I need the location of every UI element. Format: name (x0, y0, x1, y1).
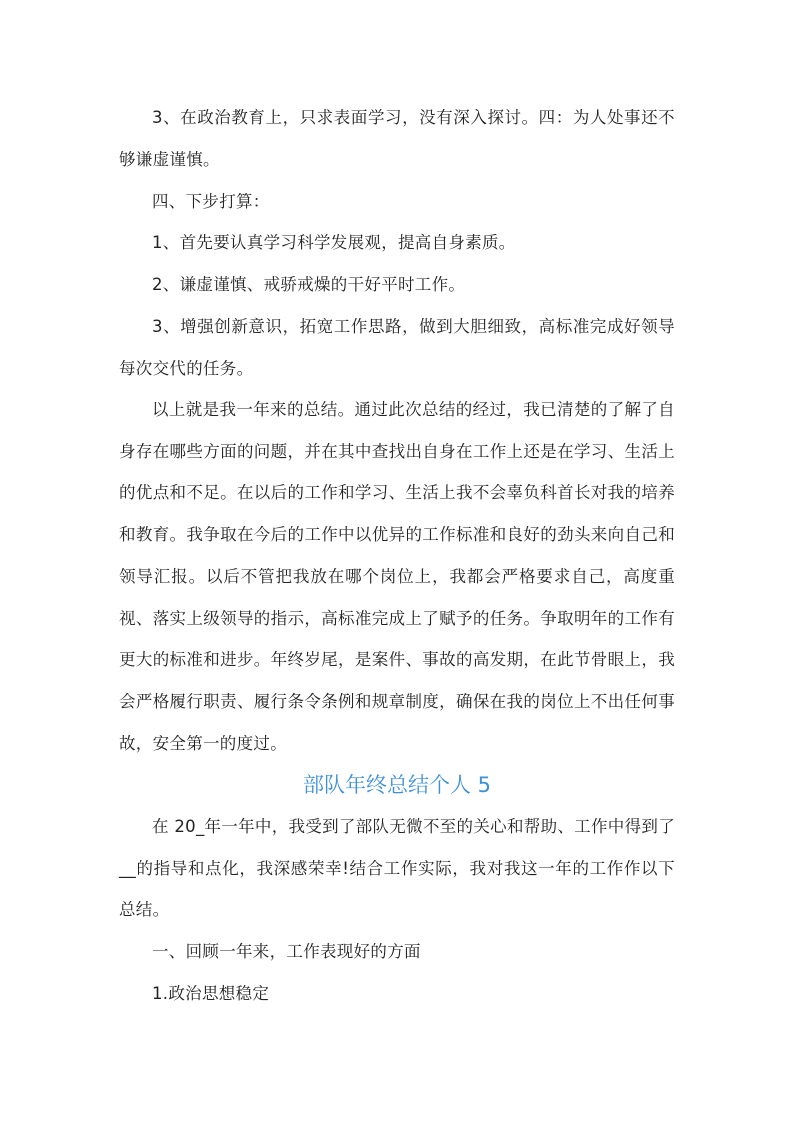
paragraph-intro: 在 20_年一年中，我受到了部队无微不至的关心和帮助、工作中得到了__的指导和点化，我深感荣幸!结合工作实际，我对我这一年的工作作以下总结。 (119, 817, 675, 920)
paragraph-plan-item-3: 3、增强创新意识，拓宽工作思路，做到大胆细致，高标准完成好领导每次交代的任务。 (119, 317, 675, 378)
paragraph-summary: 以上就是我一年来的总结。通过此次总结的经过，我已清楚的了解了自身存在哪些方面的问题，并在其中查找出自身在工作上还是在学习、生活上的优点和不足。在以后的工作和学习、生活上我不会辜负科首长对我的培养和教育。我争取在今后的工作中以优异的工作标准和良好的劲头来向自己和领导汇报。以后不管把我放在哪个岗位上，我都会严格要求自己，高度重视、落实上级领导的指示，高标准完成上了赋予的任务。争取明年的工作有更大的标准和进步。年终岁尾，是案件、事故的高发期，在此节骨眼上，我会严格履行职责、履行条令条例和规章制度，确保在我的岗位上不出任何事故，安全第一的度过。 (119, 400, 675, 753)
section-title: 部队年终总结个人 5 (302, 773, 492, 797)
paragraph-plan-item-2: 2、谦虚谨慎、戒骄戒燥的干好平时工作。 (152, 275, 466, 294)
paragraph-plan-item-1: 1、首先要认真学习科学发展观，提高自身素质。 (152, 233, 516, 252)
paragraph-political-education: 3、在政治教育上，只求表面学习，没有深入探讨。四：为人处事还不够谦虚谨慎。 (119, 108, 675, 169)
paragraph-political-stability: 1.政治思想稳定 (152, 984, 270, 1003)
paragraph-review-heading: 一、回顾一年来，工作表现好的方面 (152, 942, 421, 961)
paragraph-next-plan-heading: 四、下步打算： (152, 192, 270, 211)
